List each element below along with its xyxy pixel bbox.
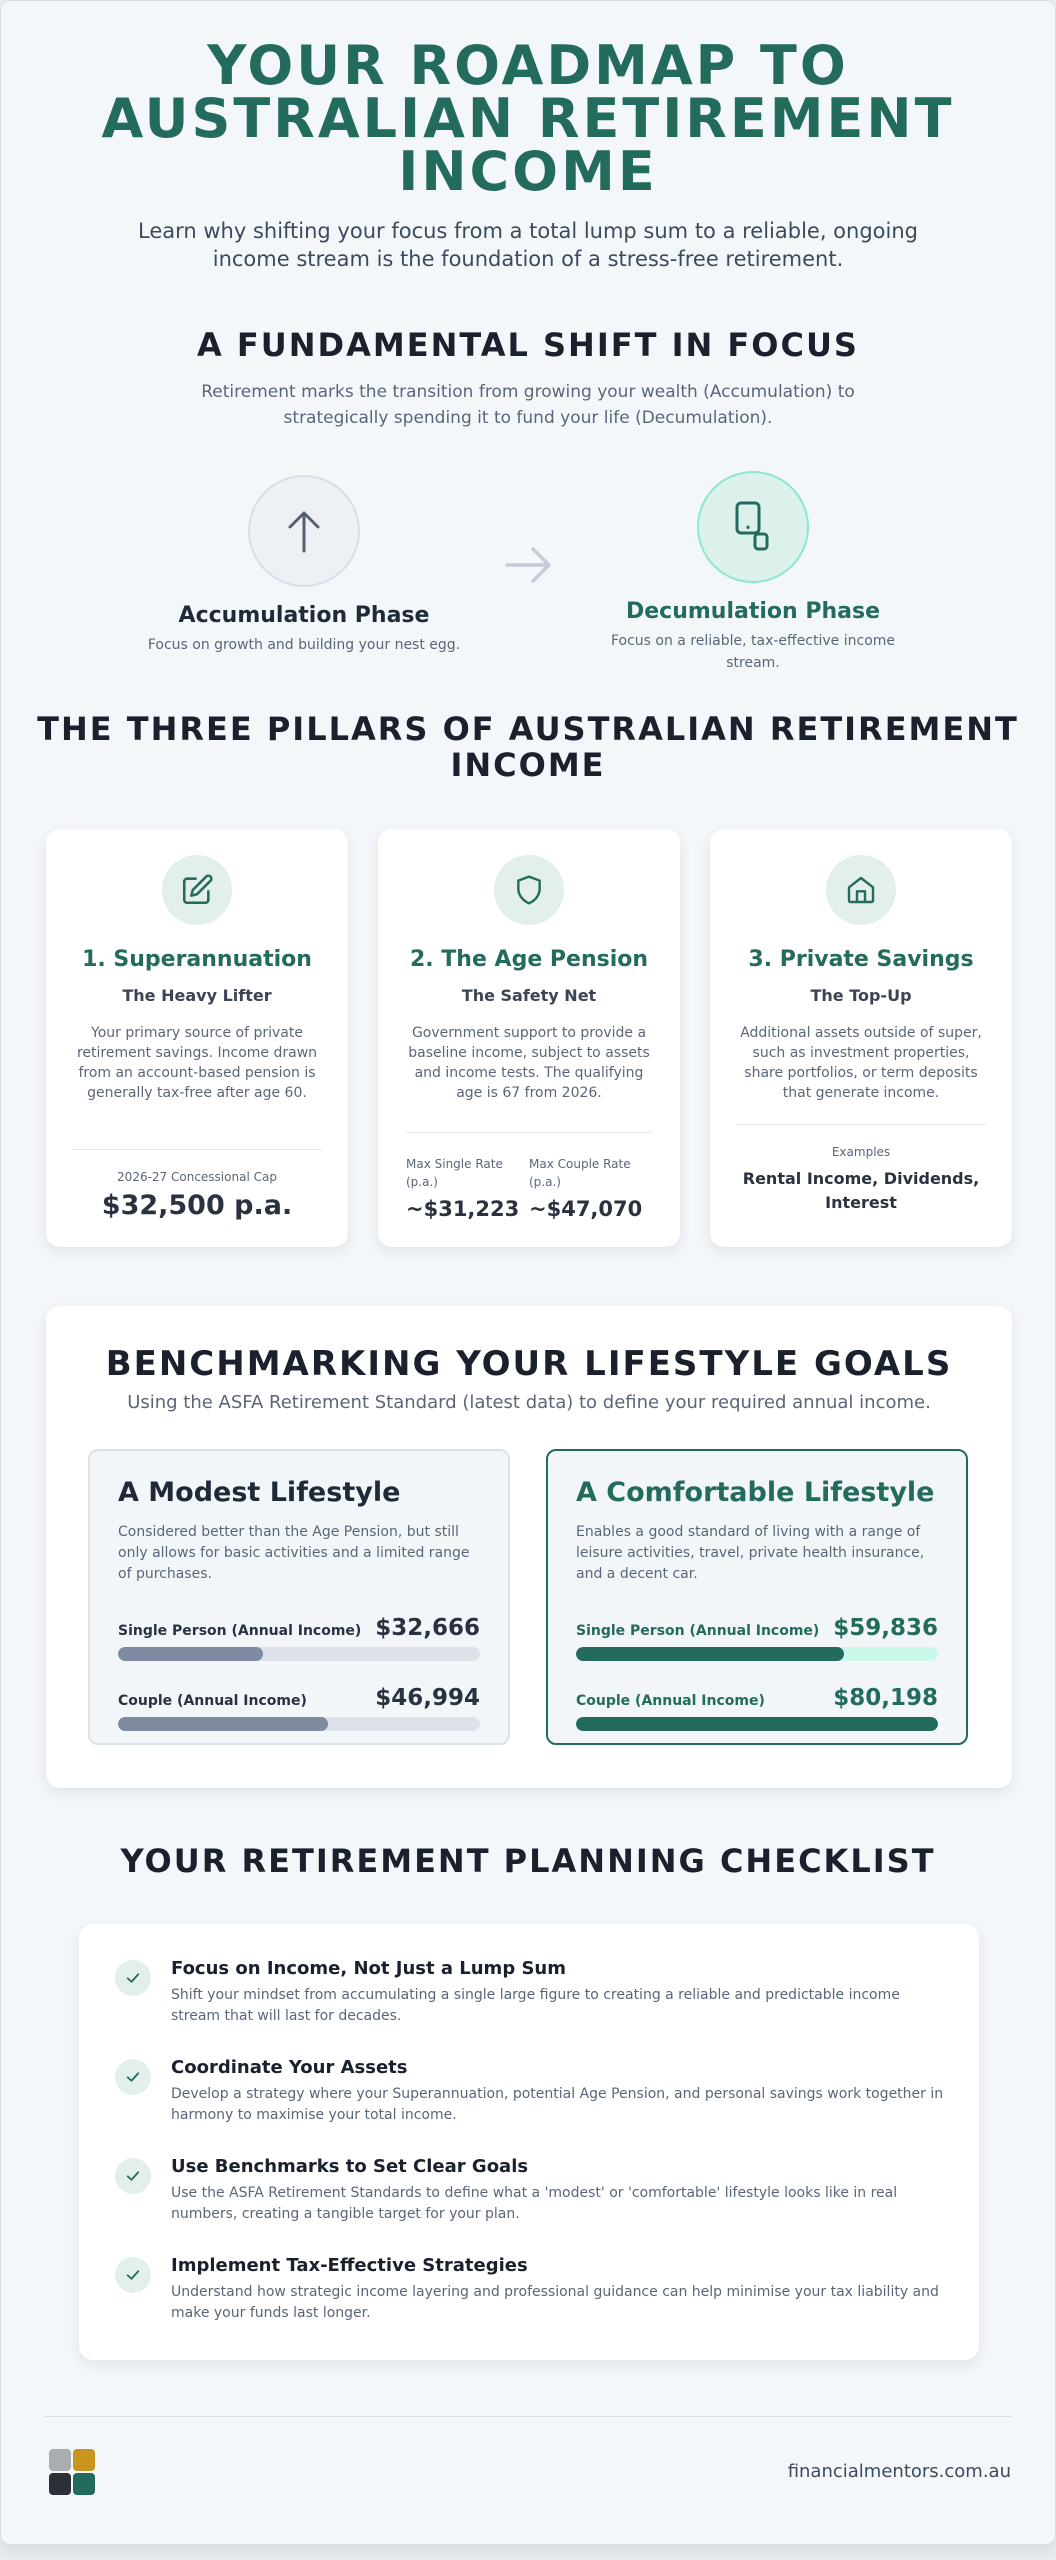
- concessional-cap-value: $32,500 p.a.: [101, 1190, 293, 1221]
- logo-block: [73, 2449, 95, 2471]
- benchmark-title: BENCHMARKING YOUR LIFESTYLE GOALS: [105, 1344, 953, 1384]
- website-link[interactable]: financialmentors.com.au: [787, 2461, 1011, 2482]
- arrow-right-icon: [501, 537, 557, 597]
- benchmark-subtitle: Using the ASFA Retirement Standard (latest data) to define your required annual income.: [127, 1392, 931, 1413]
- check-icon: [115, 2158, 151, 2194]
- shift-section-title: A FUNDAMENTAL SHIFT IN FOCUS: [197, 326, 859, 364]
- modest-single-bar-fill: [118, 1647, 263, 1661]
- comfortable-couple-bar: [576, 1717, 938, 1731]
- page-title: YOUR ROADMAP TO AUSTRALIAN RETIREMENT INCOME: [101, 34, 955, 203]
- pillar-desc: Your primary source of private retirement savings. Income drawn from an account-based pension is generally tax-free after age 60.: [76, 1025, 318, 1101]
- pillars-section-title: THE THREE PILLARS OF AUSTRALIAN RETIREMENT INCOME: [37, 710, 1019, 784]
- checklist-item-desc: Use the ASFA Retirement Standards to define what a 'modest' or 'comfortable' lifestyle looks like in real numbers, creating a tangible target for your plan.: [171, 2185, 898, 2222]
- examples-value: Rental Income, Dividends, Interest: [742, 1169, 980, 1212]
- comfortable-single-row: [576, 1615, 938, 1661]
- checklist-item: [115, 1958, 949, 2027]
- pillar-card-superannuation: [46, 829, 348, 1247]
- modest-lifestyle-card: [88, 1449, 510, 1745]
- pillar-title: 2. The Age Pension: [409, 947, 649, 972]
- edit-icon: [162, 855, 232, 925]
- logo-block: [49, 2449, 71, 2471]
- accumulation-phase: [124, 475, 484, 656]
- checklist-card: [79, 1924, 979, 2360]
- max-single-rate-label: Max Single Rate (p.a.): [406, 1157, 503, 1189]
- checklist-item-desc: Shift your mindset from accumulating a single large figure to creating a reliable and predictable income stream that will last for decades.: [171, 1987, 900, 2024]
- accumulation-desc: Focus on growth and building your nest egg.: [147, 637, 461, 653]
- modest-couple-bar-fill: [118, 1717, 328, 1731]
- check-icon: [115, 1960, 151, 1996]
- max-couple-rate-value: ~$47,070: [529, 1197, 643, 1221]
- home-icon: [826, 855, 896, 925]
- check-icon: [115, 2059, 151, 2095]
- checklist-item-title: Implement Tax-Effective Strategies: [171, 2255, 528, 2276]
- pillar-footer: [736, 1124, 986, 1215]
- max-single-rate-value: ~$31,223: [406, 1197, 520, 1221]
- max-couple-rate-label: Max Couple Rate (p.a.): [529, 1157, 631, 1189]
- modest-single-row: [118, 1615, 480, 1661]
- pillar-desc: Government support to provide a baseline income, subject to assets and income tests. The qualifying age is 67 from 2026.: [408, 1025, 650, 1101]
- modest-desc: Considered better than the Age Pension, but still only allows for basic activities and a limited range of purchases.: [118, 1524, 470, 1582]
- pillar-subtitle: The Heavy Lifter: [122, 986, 272, 1005]
- pillar-subtitle: The Top-Up: [810, 986, 912, 1005]
- logo-block: [73, 2473, 95, 2495]
- pillar-footer: [72, 1149, 322, 1221]
- checklist-item: [115, 2057, 949, 2126]
- modest-single-label: Single Person (Annual Income): [118, 1623, 362, 1639]
- examples-label: Examples: [831, 1145, 891, 1159]
- comfortable-desc: Enables a good standard of living with a range of leisure activities, travel, private health insurance, and a decent car.: [576, 1524, 925, 1582]
- comfortable-couple-bar-fill: [576, 1717, 938, 1731]
- modest-single-value: $32,666: [375, 1615, 480, 1641]
- modest-couple-bar: [118, 1717, 480, 1731]
- comfortable-title: A Comfortable Lifestyle: [576, 1477, 935, 1508]
- modest-single-bar: [118, 1647, 480, 1661]
- comfortable-single-bar: [576, 1647, 938, 1661]
- concessional-cap-label: 2026-27 Concessional Cap: [117, 1170, 277, 1184]
- checklist-item: [115, 2156, 949, 2225]
- decumulation-title: Decumulation Phase: [626, 599, 880, 624]
- checklist-item-desc: Understand how strategic income layering and professional guidance can help minimise your tax liability and make your funds last longer.: [171, 2284, 939, 2321]
- comfortable-single-label: Single Person (Annual Income): [576, 1623, 820, 1639]
- decumulation-desc: Focus on a reliable, tax-effective income stream.: [610, 633, 896, 671]
- footer-divider: [45, 2416, 1011, 2417]
- pillar-footer: [406, 1132, 652, 1221]
- comfortable-couple-row: [576, 1685, 938, 1731]
- device-icon: [697, 471, 809, 583]
- comfortable-single-bar-fill: [576, 1647, 844, 1661]
- benchmark-card: [46, 1306, 1012, 1788]
- shift-section-subtitle: Retirement marks the transition from growing your wealth (Accumulation) to strategically spending it to fund your life (Decumulation).: [201, 382, 855, 428]
- accumulation-title: Accumulation Phase: [178, 603, 430, 628]
- checklist-item-title: Focus on Income, Not Just a Lump Sum: [171, 1958, 566, 1979]
- comfortable-couple-label: Couple (Annual Income): [576, 1693, 765, 1709]
- pillar-card-private-savings: [710, 829, 1012, 1247]
- max-couple-rate: [529, 1155, 652, 1221]
- modest-couple-row: [118, 1685, 480, 1731]
- checklist-item: [115, 2255, 949, 2324]
- brand-logo-icon: [49, 2449, 97, 2497]
- modest-title: A Modest Lifestyle: [118, 1477, 401, 1508]
- checklist-item-title: Use Benchmarks to Set Clear Goals: [171, 2156, 529, 2177]
- pillar-card-age-pension: [378, 829, 680, 1247]
- check-icon: [115, 2257, 151, 2293]
- modest-couple-label: Couple (Annual Income): [118, 1693, 307, 1709]
- logo-block: [49, 2473, 71, 2495]
- shield-icon: [494, 855, 564, 925]
- arrow-up-icon: [248, 475, 360, 587]
- max-single-rate: [406, 1155, 529, 1221]
- decumulation-phase: [573, 471, 933, 674]
- comfortable-single-value: $59,836: [833, 1615, 938, 1641]
- pillar-subtitle: The Safety Net: [461, 986, 597, 1005]
- pillar-title: 1. Superannuation: [82, 947, 312, 972]
- pillar-desc: Additional assets outside of super, such as investment properties, share portfolios, or term deposits that generate income.: [740, 1025, 982, 1101]
- checklist-section-title: YOUR RETIREMENT PLANNING CHECKLIST: [120, 1842, 936, 1880]
- comfortable-lifestyle-card: [546, 1449, 968, 1745]
- modest-couple-value: $46,994: [375, 1685, 480, 1711]
- checklist-item-desc: Develop a strategy where your Superannuation, potential Age Pension, and personal savings work together in harmony to maximise your total income.: [171, 2086, 944, 2123]
- page-subtitle: Learn why shifting your focus from a total lump sum to a reliable, ongoing income stream is the foundation of a stress-free retirement.: [137, 219, 918, 271]
- pillar-title: 3. Private Savings: [748, 947, 974, 972]
- checklist-item-title: Coordinate Your Assets: [171, 2057, 408, 2078]
- comfortable-couple-value: $80,198: [833, 1685, 938, 1711]
